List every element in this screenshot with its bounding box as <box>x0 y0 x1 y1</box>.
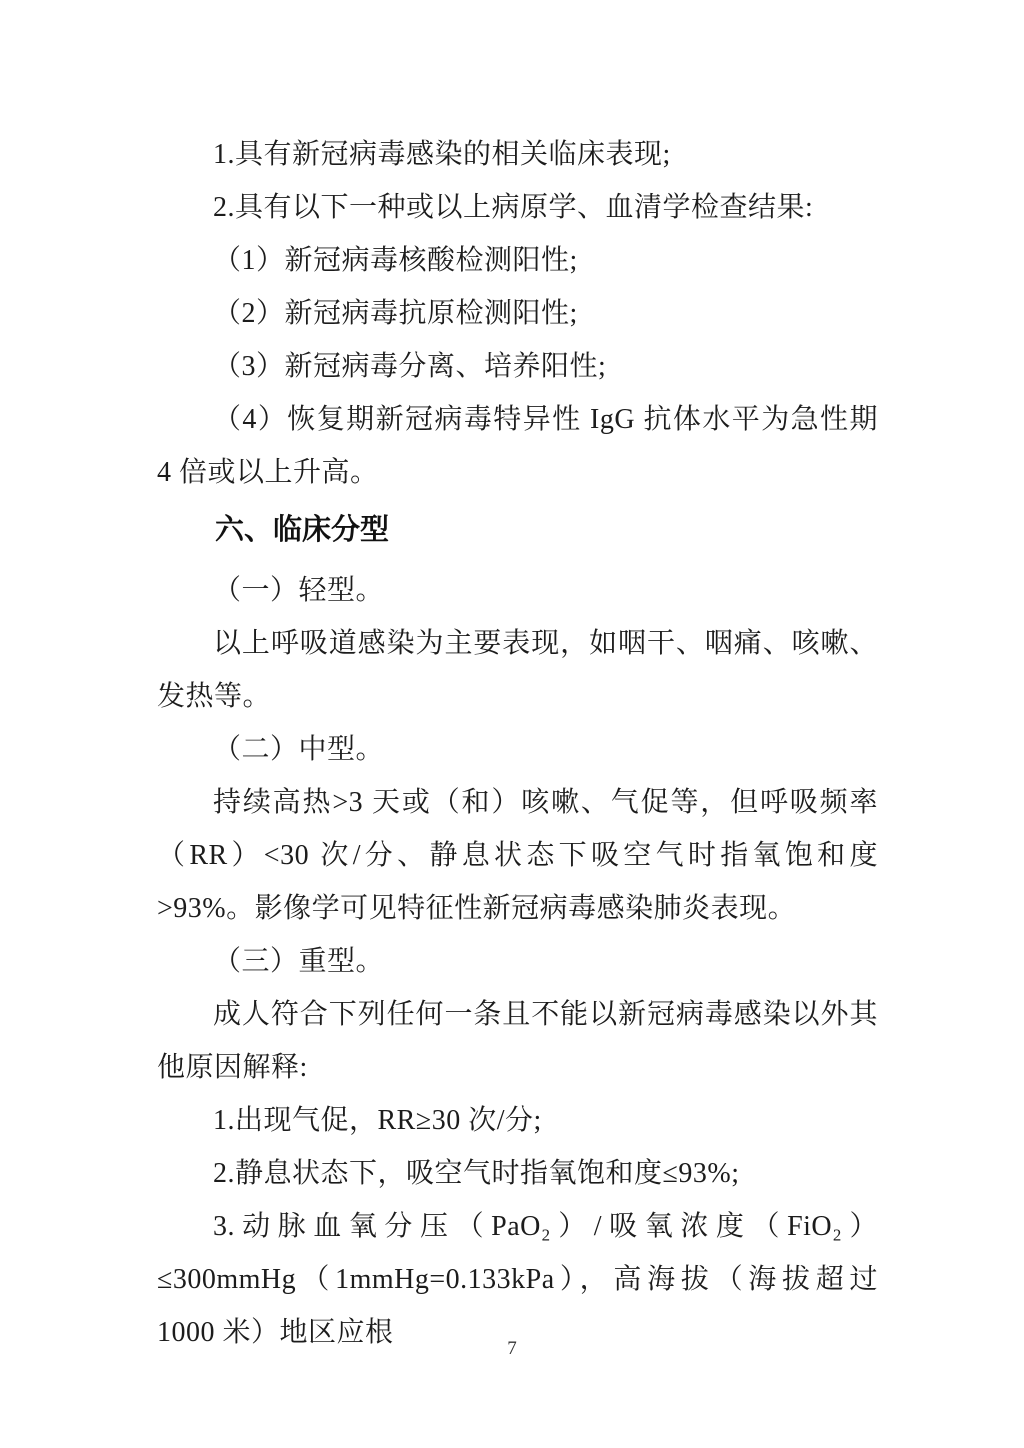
document-body <box>157 128 878 1359</box>
section-heading-clinical-classification: 六、临床分型 <box>215 514 390 546</box>
paragraph-clinical-manifestation: 1.具有新冠病毒感染的相关临床表现; <box>213 139 671 170</box>
paragraph-severe-type-criteria-intro: 成人符合下列任何一条且不能以新冠病毒感染以外其他原因解释: <box>157 999 878 1083</box>
paragraph-isolation-culture-positive: （3）新冠病毒分离、培养阳性; <box>213 351 607 382</box>
subheading-severe-type: （三）重型。 <box>213 946 385 977</box>
paragraph-antigen-positive: （2）新冠病毒抗原检测阳性; <box>213 298 578 329</box>
paragraph-criterion-respiratory-rate: 1.出现气促，RR≥30 次/分; <box>213 1105 542 1136</box>
paragraph-mild-type-description: 以上呼吸道感染为主要表现，如咽干、咽痛、咳嗽、发热等。 <box>157 628 878 712</box>
paragraph-moderate-type-description: 持续高热>3 天或（和）咳嗽、气促等，但呼吸频率（RR）<30 次/分、静息状态下吸空气时指氧饱和度>93%。影像学可见特征性新冠病毒感染肺炎表现。 <box>157 787 878 924</box>
paragraph-criterion-oxygen-saturation: 2.静息状态下，吸空气时指氧饱和度≤93%; <box>213 1158 740 1189</box>
paragraph-nucleic-acid-positive: （1）新冠病毒核酸检测阳性; <box>213 245 578 276</box>
subheading-mild-type: （一）轻型。 <box>213 575 385 606</box>
page-number: 7 <box>507 1338 517 1359</box>
subheading-moderate-type: （二）中型。 <box>213 734 385 765</box>
paragraph-etiology-serology-intro: 2.具有以下一种或以上病原学、血清学检查结果: <box>213 192 814 223</box>
paragraph-igg-antibody: （4）恢复期新冠病毒特异性 IgG 抗体水平为急性期 4 倍或以上升高。 <box>157 404 878 488</box>
paragraph-criterion-pao2-fio2: 3.动脉血氧分压（PaO₂）/吸氧浓度（FiO₂）≤300mmHg（1mmHg=0.133kPa），高海拔（海拔超过 1000 米）地区应根 <box>157 1211 878 1348</box>
